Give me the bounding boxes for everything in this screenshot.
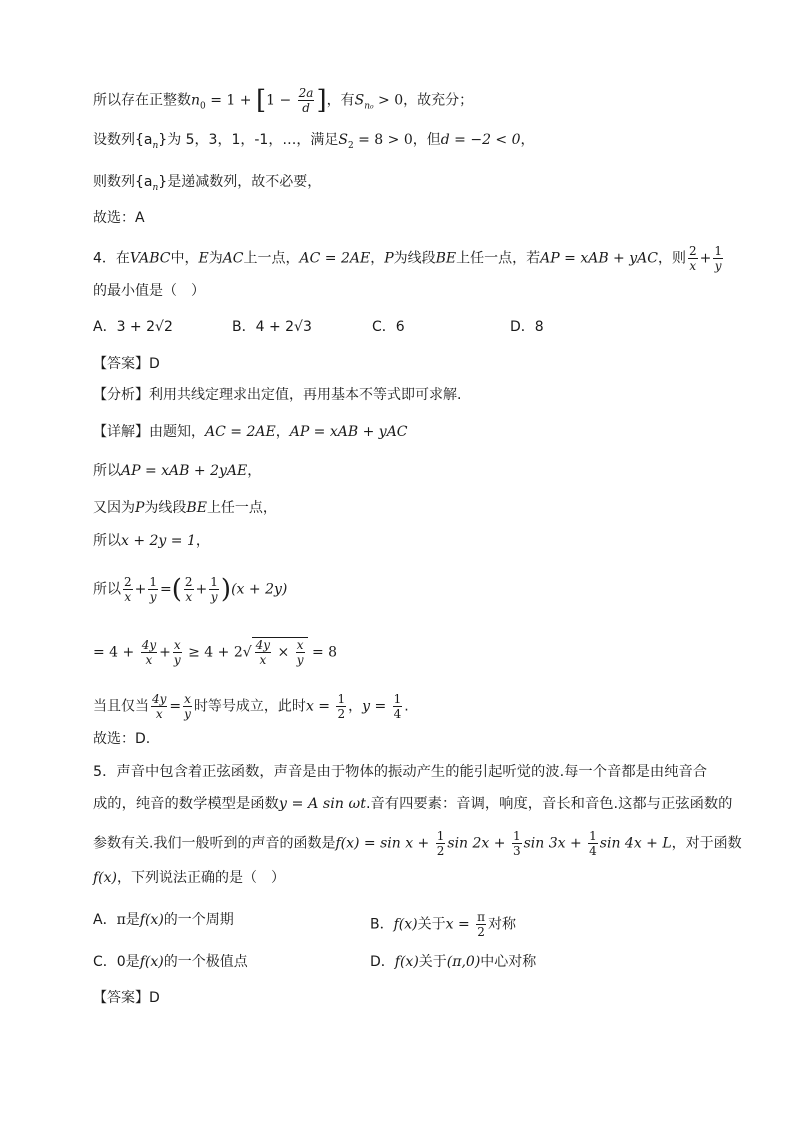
q4-step-3: 所以x + 2y = 1， xyxy=(93,533,210,549)
q5-option-d: D．f(x)关于(π,0)中心对称 xyxy=(370,954,537,970)
q4-analysis: 【分析】利用共线定理求出定值，再用基本不等式即可求解. xyxy=(93,387,462,403)
q3-choice: 故选：A xyxy=(93,210,145,226)
q4-stem-line-1: 4．在VABC中，E为AC上一点，AC = 2AE，P为线段BE上任一点，若AP = xAB + yAC，则 $\frac{2}{x}$ + $\frac{1}{y}$ xyxy=(93,244,722,273)
q3-line-3: 则数列$\{a_n\}$是递减数列，故不必要， xyxy=(93,174,322,193)
q4-choice: 故选：D. xyxy=(93,731,151,747)
q4-detail: 【详解】由题知，AC = 2AE，AP = xAB + yAC xyxy=(93,424,408,440)
q4-step-1: 所以AP = xAB + 2yAE， xyxy=(93,463,262,479)
q5-option-a: A．π是f(x)的一个周期 xyxy=(93,912,234,928)
q4-step-5: = 4 + $\frac{4y}{x}$ + $\frac{x}{y}$ ≥ 4 + 2√ $\frac{4y}{x}$ × $\frac{x}{y}$ = 8 xyxy=(93,638,338,667)
q4-answer: 【答案】D xyxy=(93,356,160,372)
q5-stem-line-1: 5．声音中包含着正弦函数，声音是由于物体的振动产生的能引起听觉的波.每一个音都是由纯音合 xyxy=(93,764,708,780)
q5-stem-line-2: 成的，纯音的数学模型是函数y = A sin ωt.音有四要素：音调，响度，音长和音色.这都与正弦函数的 xyxy=(93,796,733,812)
q4-step-2: 又因为P为线段BE上任一点， xyxy=(93,500,277,516)
q4-step-6: 当且仅当 $\frac{4y}{x}$ = $\frac{x}{y}$ 时等号成立，此时x = $\frac{1}{2}$ ，y = $\frac{1}{4}$ . xyxy=(93,692,409,721)
q5-answer: 【答案】D xyxy=(93,990,160,1006)
q4-option-b: B．4 + 2√3 xyxy=(232,319,312,335)
q4-option-d: D．8 xyxy=(510,319,544,335)
q3-line-1: 所以存在正整数$n_0 = 1 + [1$ − $\frac{2a}{d}$ ]，有$S_{n_0} > 0$，故充分； xyxy=(93,85,474,116)
q5-stem-line-3: 参数有关.我们一般听到的声音的函数是f(x) = sin x + $\frac{1}{2}$ sin 2x + $\frac{1}{3}$ sin 3x + $\frac{1}{4}$ sin 4x + L，对于函数 xyxy=(93,829,742,858)
q4-option-c: C．6 xyxy=(372,319,405,335)
q5-option-c: C．0是f(x)的一个极值点 xyxy=(93,954,248,970)
q5-stem-line-4: f(x)，下列说法正确的是（ ） xyxy=(93,870,286,886)
q3-line-2: 设数列$\{a_n\}$为 5，3，1，-1，…，满足$S_2 = 8 > 0$，但d = −2 < 0， xyxy=(93,132,535,151)
q4-option-a: A．3 + 2√2 xyxy=(93,319,173,335)
q4-stem-line-2: 的最小值是（ ） xyxy=(93,283,205,299)
q4-step-4: 所以 $\frac{2}{x}$ + $\frac{1}{y}$ =( $\frac{2}{x}$ + $\frac{1}{y}$ )(x + 2y) xyxy=(93,574,288,605)
q5-option-b: B．f(x)关于x = $\frac{\pi}{2}$ 对称 xyxy=(370,910,517,939)
